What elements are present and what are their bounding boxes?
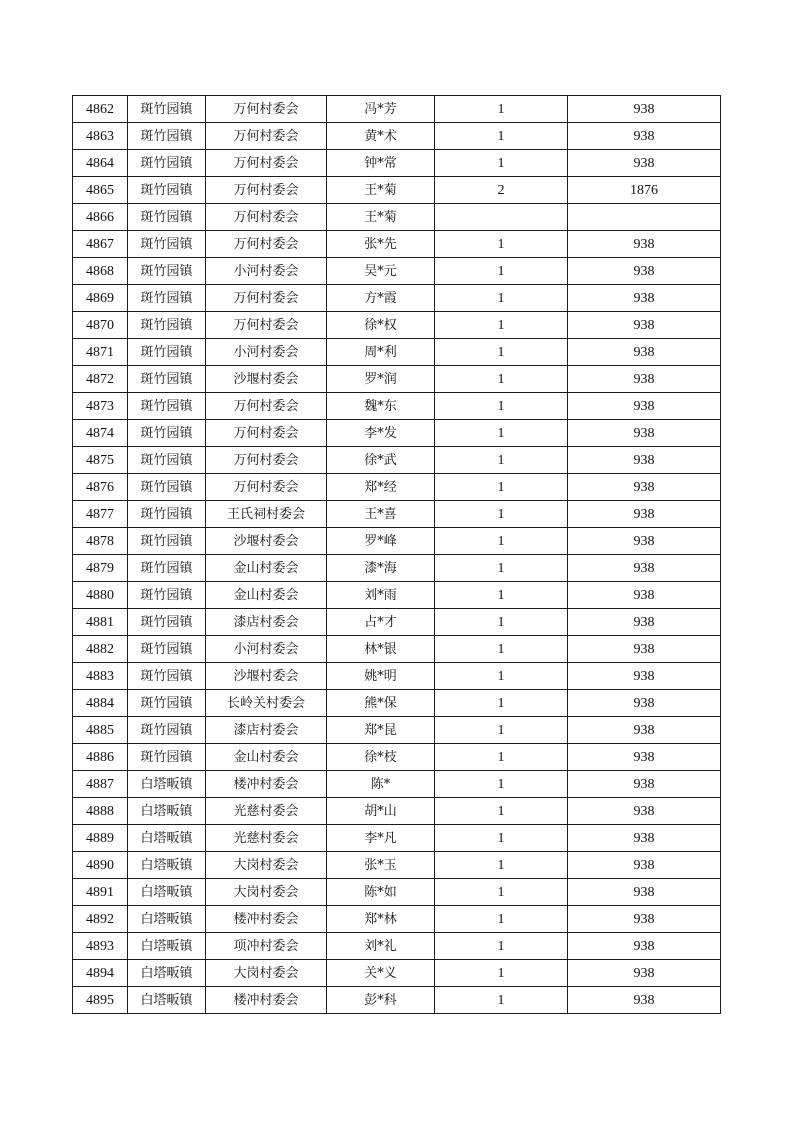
town-cell: 斑竹园镇 [128,555,206,582]
count-cell: 1 [435,987,568,1014]
count-cell: 1 [435,150,568,177]
table-row [73,204,721,231]
seq-cell: 4888 [73,798,128,825]
seq-cell: 4893 [73,933,128,960]
count-cell: 1 [435,474,568,501]
roster-table [72,95,721,1014]
town-cell: 白塔畈镇 [128,960,206,987]
roster-table-body [73,96,721,1014]
town-cell: 白塔畈镇 [128,825,206,852]
amount-cell: 938 [568,339,721,366]
count-cell: 1 [435,690,568,717]
seq-cell: 4869 [73,285,128,312]
count-cell: 1 [435,528,568,555]
amount-cell: 938 [568,879,721,906]
amount-cell: 938 [568,555,721,582]
count-cell: 1 [435,798,568,825]
person-name-cell: 张*先 [327,231,435,258]
town-cell: 斑竹园镇 [128,501,206,528]
town-cell: 白塔畈镇 [128,798,206,825]
seq-cell: 4871 [73,339,128,366]
person-name-cell: 冯*芳 [327,96,435,123]
table-row [73,771,721,798]
person-name-cell: 方*霞 [327,285,435,312]
count-cell: 1 [435,744,568,771]
village-cell: 光慈村委会 [206,825,327,852]
count-cell: 1 [435,96,568,123]
count-cell: 1 [435,393,568,420]
person-name-cell: 徐*权 [327,312,435,339]
count-cell: 1 [435,123,568,150]
town-cell: 斑竹园镇 [128,420,206,447]
count-cell: 1 [435,231,568,258]
table-row [73,825,721,852]
table-row [73,798,721,825]
table-row [73,366,721,393]
seq-cell: 4874 [73,420,128,447]
town-cell: 斑竹园镇 [128,717,206,744]
person-name-cell: 罗*润 [327,366,435,393]
amount-cell: 1876 [568,177,721,204]
seq-cell: 4863 [73,123,128,150]
amount-cell [568,204,721,231]
village-cell: 金山村委会 [206,744,327,771]
count-cell: 1 [435,879,568,906]
count-cell: 1 [435,420,568,447]
person-name-cell: 漆*海 [327,555,435,582]
person-name-cell: 吴*元 [327,258,435,285]
seq-cell: 4876 [73,474,128,501]
count-cell: 1 [435,582,568,609]
person-name-cell: 刘*礼 [327,933,435,960]
table-row [73,933,721,960]
seq-cell: 4892 [73,906,128,933]
person-name-cell: 王*菊 [327,204,435,231]
person-name-cell: 王*菊 [327,177,435,204]
amount-cell: 938 [568,393,721,420]
town-cell: 斑竹园镇 [128,177,206,204]
seq-cell: 4889 [73,825,128,852]
town-cell: 斑竹园镇 [128,312,206,339]
seq-cell: 4882 [73,636,128,663]
village-cell: 万何村委会 [206,285,327,312]
town-cell: 斑竹园镇 [128,609,206,636]
table-row [73,528,721,555]
village-cell: 金山村委会 [206,555,327,582]
town-cell: 白塔畈镇 [128,987,206,1014]
town-cell: 斑竹园镇 [128,474,206,501]
town-cell: 斑竹园镇 [128,231,206,258]
village-cell: 小河村委会 [206,258,327,285]
amount-cell: 938 [568,96,721,123]
village-cell: 万何村委会 [206,474,327,501]
seq-cell: 4875 [73,447,128,474]
amount-cell: 938 [568,717,721,744]
table-row [73,690,721,717]
village-cell: 万何村委会 [206,447,327,474]
town-cell: 斑竹园镇 [128,123,206,150]
person-name-cell: 陈*如 [327,879,435,906]
seq-cell: 4884 [73,690,128,717]
town-cell: 白塔畈镇 [128,852,206,879]
amount-cell: 938 [568,663,721,690]
village-cell: 项冲村委会 [206,933,327,960]
person-name-cell: 李*凡 [327,825,435,852]
amount-cell: 938 [568,366,721,393]
table-row [73,987,721,1014]
village-cell: 小河村委会 [206,339,327,366]
person-name-cell: 罗*峰 [327,528,435,555]
seq-cell: 4873 [73,393,128,420]
count-cell: 1 [435,258,568,285]
count-cell: 1 [435,501,568,528]
table-row [73,852,721,879]
person-name-cell: 张*玉 [327,852,435,879]
person-name-cell: 关*义 [327,960,435,987]
village-cell: 小河村委会 [206,636,327,663]
village-cell: 大岗村委会 [206,960,327,987]
amount-cell: 938 [568,447,721,474]
person-name-cell: 周*利 [327,339,435,366]
village-cell: 楼冲村委会 [206,906,327,933]
town-cell: 白塔畈镇 [128,771,206,798]
seq-cell: 4877 [73,501,128,528]
amount-cell: 938 [568,636,721,663]
amount-cell: 938 [568,771,721,798]
amount-cell: 938 [568,825,721,852]
amount-cell: 938 [568,582,721,609]
table-row [73,609,721,636]
amount-cell: 938 [568,690,721,717]
person-name-cell: 熊*保 [327,690,435,717]
village-cell: 万何村委会 [206,150,327,177]
seq-cell: 4891 [73,879,128,906]
table-row [73,582,721,609]
person-name-cell: 黄*术 [327,123,435,150]
table-row [73,312,721,339]
count-cell: 1 [435,717,568,744]
town-cell: 斑竹园镇 [128,285,206,312]
person-name-cell: 刘*雨 [327,582,435,609]
town-cell: 斑竹园镇 [128,744,206,771]
person-name-cell: 彭*科 [327,987,435,1014]
seq-cell: 4883 [73,663,128,690]
amount-cell: 938 [568,528,721,555]
seq-cell: 4878 [73,528,128,555]
village-cell: 万何村委会 [206,312,327,339]
village-cell: 大岗村委会 [206,852,327,879]
seq-cell: 4864 [73,150,128,177]
amount-cell: 938 [568,420,721,447]
seq-cell: 4862 [73,96,128,123]
table-row [73,501,721,528]
table-row [73,906,721,933]
person-name-cell: 李*发 [327,420,435,447]
town-cell: 白塔畈镇 [128,933,206,960]
table-row [73,123,721,150]
table-row [73,960,721,987]
seq-cell: 4890 [73,852,128,879]
seq-cell: 4866 [73,204,128,231]
table-row [73,474,721,501]
amount-cell: 938 [568,744,721,771]
town-cell: 斑竹园镇 [128,150,206,177]
seq-cell: 4879 [73,555,128,582]
village-cell: 沙堰村委会 [206,366,327,393]
amount-cell: 938 [568,906,721,933]
town-cell: 斑竹园镇 [128,636,206,663]
person-name-cell: 钟*常 [327,150,435,177]
person-name-cell: 徐*枝 [327,744,435,771]
count-cell [435,204,568,231]
person-name-cell: 魏*东 [327,393,435,420]
seq-cell: 4872 [73,366,128,393]
town-cell: 斑竹园镇 [128,528,206,555]
count-cell: 1 [435,906,568,933]
town-cell: 斑竹园镇 [128,663,206,690]
count-cell: 1 [435,312,568,339]
count-cell: 1 [435,825,568,852]
amount-cell: 938 [568,960,721,987]
village-cell: 沙堰村委会 [206,663,327,690]
person-name-cell: 徐*武 [327,447,435,474]
seq-cell: 4885 [73,717,128,744]
seq-cell: 4886 [73,744,128,771]
table-row [73,744,721,771]
seq-cell: 4887 [73,771,128,798]
village-cell: 楼冲村委会 [206,771,327,798]
amount-cell: 938 [568,474,721,501]
amount-cell: 938 [568,150,721,177]
village-cell: 漆店村委会 [206,609,327,636]
town-cell: 斑竹园镇 [128,204,206,231]
table-row [73,447,721,474]
count-cell: 1 [435,636,568,663]
amount-cell: 938 [568,933,721,960]
table-row [73,231,721,258]
seq-cell: 4868 [73,258,128,285]
town-cell: 斑竹园镇 [128,690,206,717]
count-cell: 1 [435,771,568,798]
village-cell: 光慈村委会 [206,798,327,825]
village-cell: 万何村委会 [206,231,327,258]
town-cell: 斑竹园镇 [128,96,206,123]
village-cell: 大岗村委会 [206,879,327,906]
town-cell: 斑竹园镇 [128,447,206,474]
town-cell: 斑竹园镇 [128,582,206,609]
person-name-cell: 郑*林 [327,906,435,933]
count-cell: 1 [435,447,568,474]
village-cell: 漆店村委会 [206,717,327,744]
town-cell: 斑竹园镇 [128,393,206,420]
amount-cell: 938 [568,852,721,879]
count-cell: 1 [435,339,568,366]
count-cell: 1 [435,285,568,312]
count-cell: 1 [435,366,568,393]
village-cell: 万何村委会 [206,177,327,204]
person-name-cell: 占*才 [327,609,435,636]
village-cell: 万何村委会 [206,204,327,231]
amount-cell: 938 [568,285,721,312]
seq-cell: 4870 [73,312,128,339]
seq-cell: 4895 [73,987,128,1014]
table-row [73,636,721,663]
table-row [73,177,721,204]
amount-cell: 938 [568,312,721,339]
village-cell: 王氏祠村委会 [206,501,327,528]
count-cell: 1 [435,663,568,690]
seq-cell: 4881 [73,609,128,636]
village-cell: 万何村委会 [206,393,327,420]
table-row [73,339,721,366]
person-name-cell: 陈* [327,771,435,798]
person-name-cell: 郑*经 [327,474,435,501]
person-name-cell: 郑*昆 [327,717,435,744]
amount-cell: 938 [568,231,721,258]
table-row [73,717,721,744]
count-cell: 2 [435,177,568,204]
amount-cell: 938 [568,258,721,285]
amount-cell: 938 [568,987,721,1014]
table-row [73,258,721,285]
village-cell: 金山村委会 [206,582,327,609]
seq-cell: 4867 [73,231,128,258]
seq-cell: 4865 [73,177,128,204]
amount-cell: 938 [568,501,721,528]
count-cell: 1 [435,609,568,636]
count-cell: 1 [435,852,568,879]
person-name-cell: 王*喜 [327,501,435,528]
count-cell: 1 [435,960,568,987]
village-cell: 沙堰村委会 [206,528,327,555]
count-cell: 1 [435,555,568,582]
table-row [73,663,721,690]
table-row [73,150,721,177]
table-row [73,420,721,447]
amount-cell: 938 [568,123,721,150]
village-cell: 长岭关村委会 [206,690,327,717]
amount-cell: 938 [568,609,721,636]
seq-cell: 4880 [73,582,128,609]
town-cell: 斑竹园镇 [128,339,206,366]
person-name-cell: 林*银 [327,636,435,663]
village-cell: 万何村委会 [206,96,327,123]
village-cell: 万何村委会 [206,420,327,447]
village-cell: 楼冲村委会 [206,987,327,1014]
table-row [73,555,721,582]
seq-cell: 4894 [73,960,128,987]
table-row [73,393,721,420]
village-cell: 万何村委会 [206,123,327,150]
person-name-cell: 胡*山 [327,798,435,825]
town-cell: 白塔畈镇 [128,879,206,906]
town-cell: 斑竹园镇 [128,258,206,285]
amount-cell: 938 [568,798,721,825]
table-row [73,285,721,312]
table-row [73,96,721,123]
table-row [73,879,721,906]
town-cell: 斑竹园镇 [128,366,206,393]
count-cell: 1 [435,933,568,960]
town-cell: 白塔畈镇 [128,906,206,933]
person-name-cell: 姚*明 [327,663,435,690]
